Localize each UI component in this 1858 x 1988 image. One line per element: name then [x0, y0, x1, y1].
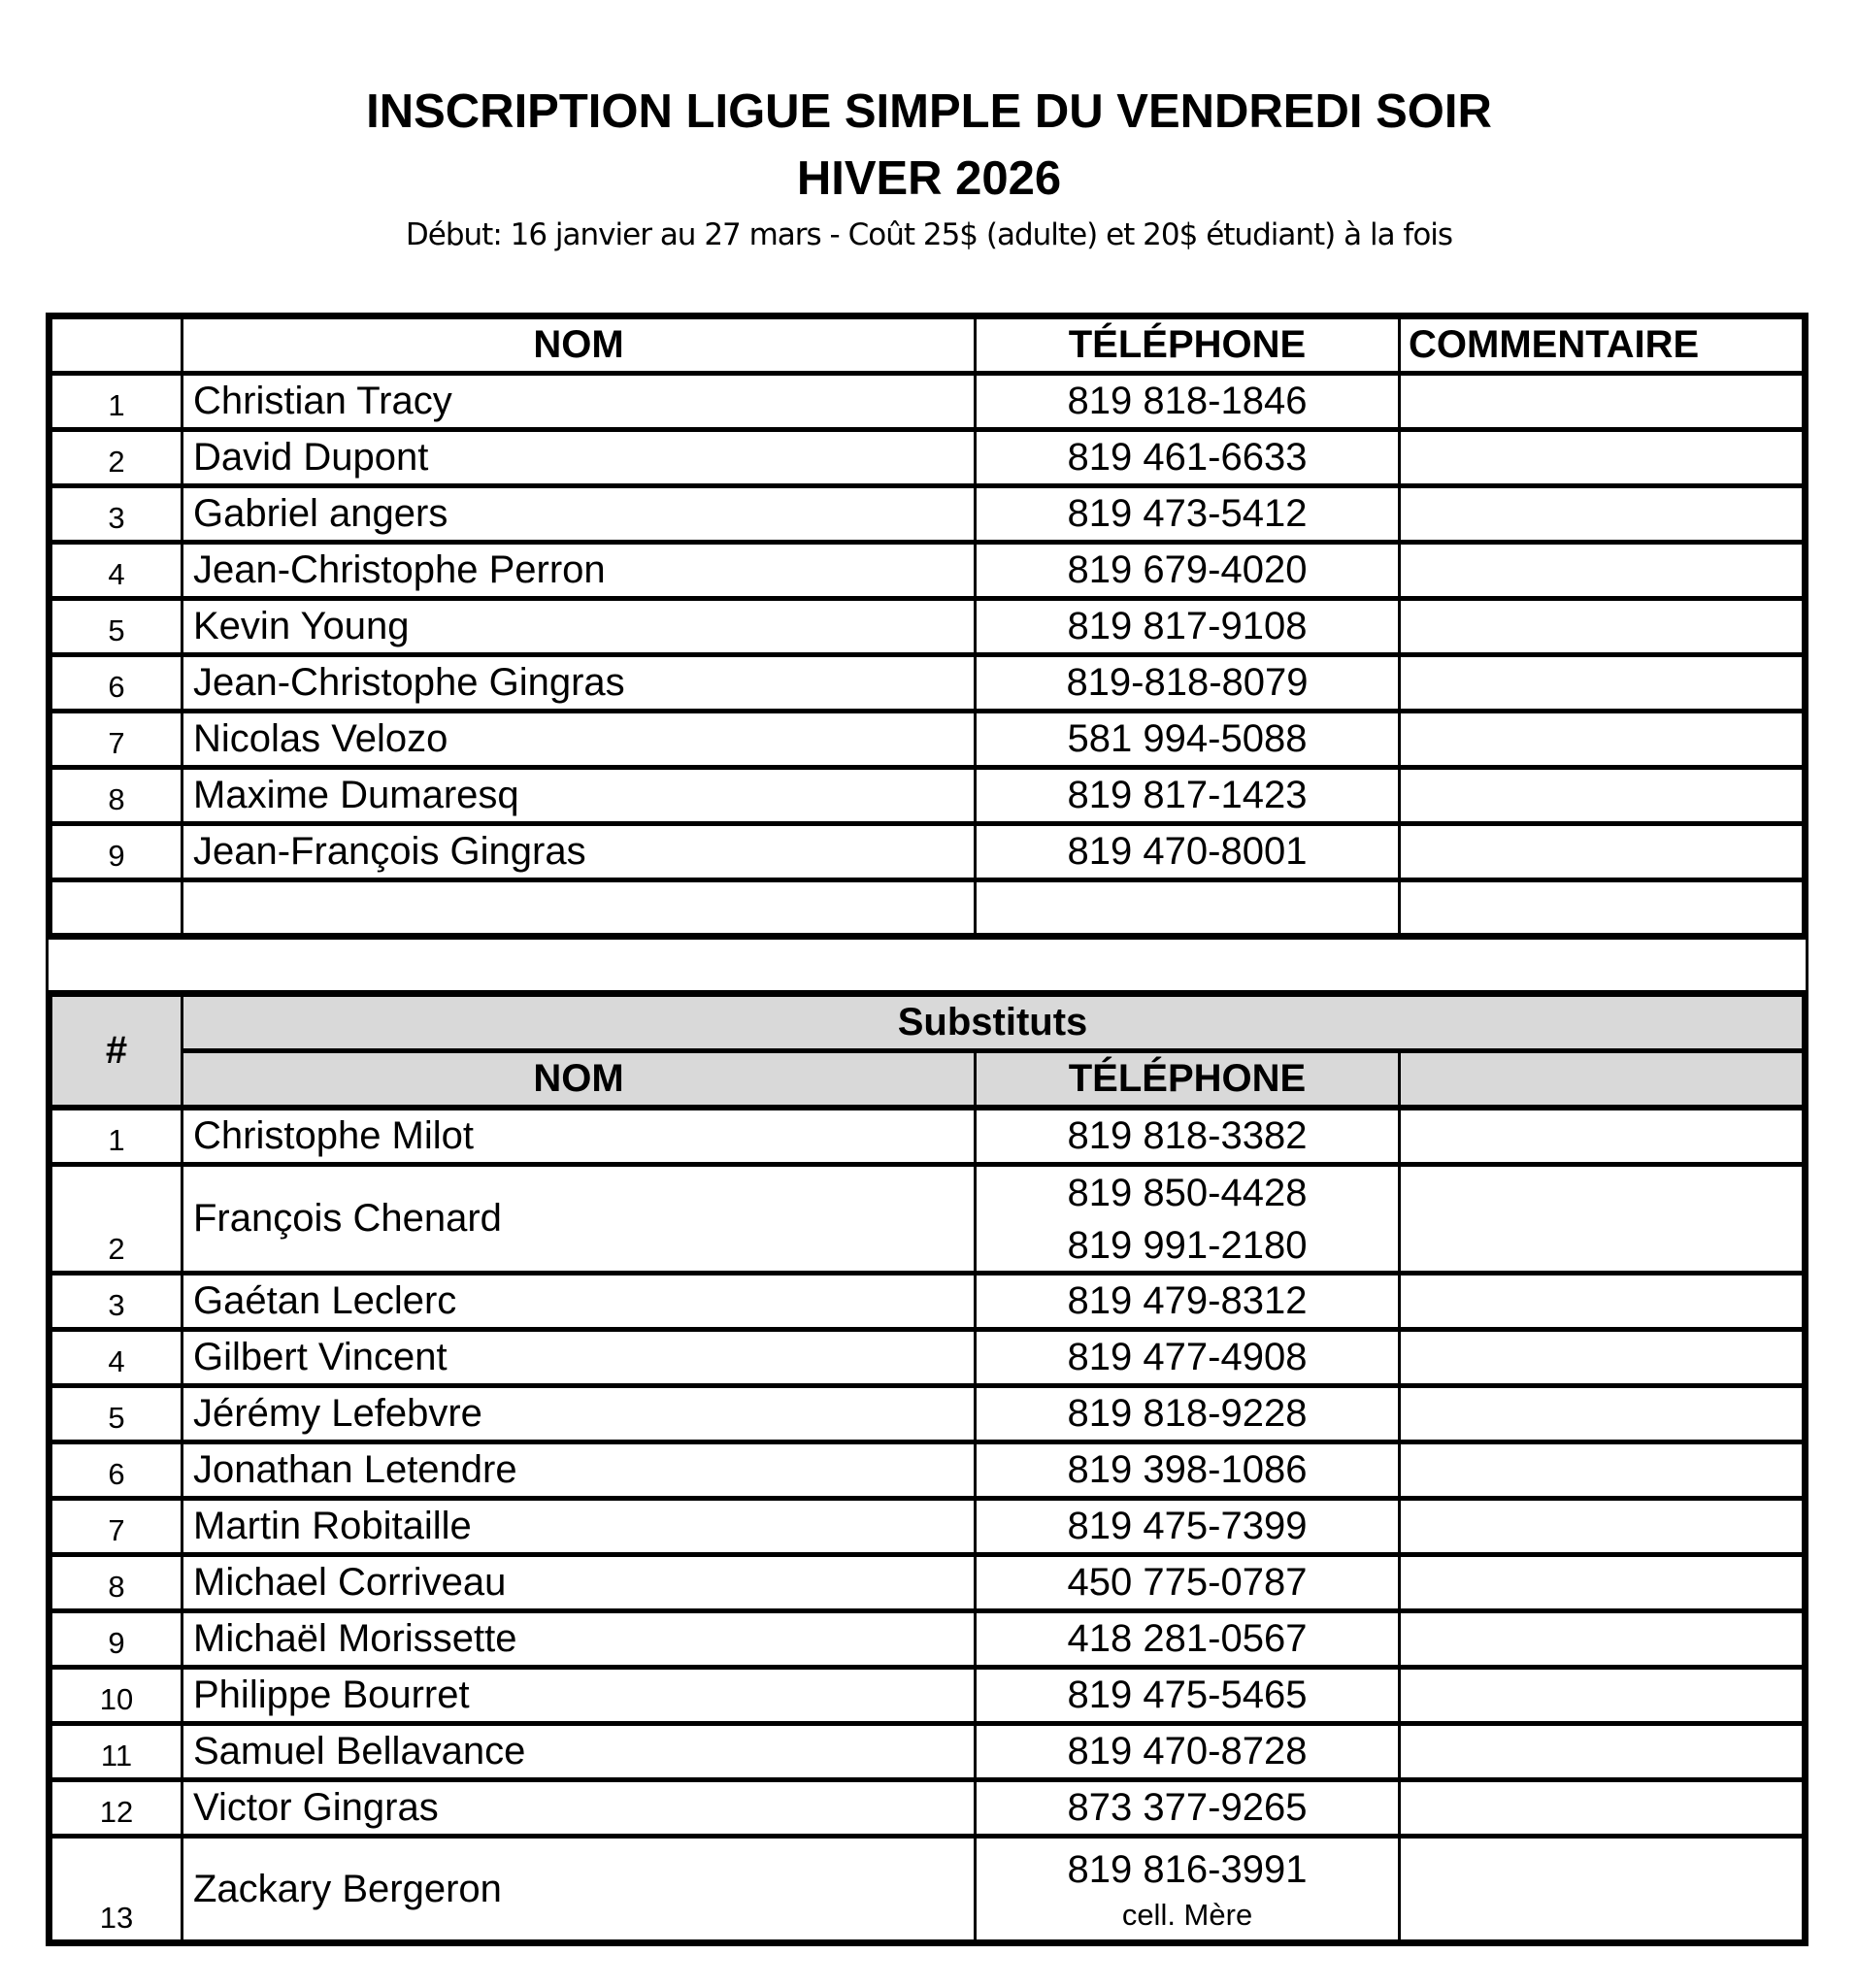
column-header-number [52, 319, 183, 371]
substitute-comment[interactable] [1401, 1110, 1802, 1162]
row-number: 7 [52, 1501, 183, 1552]
player-phone: 819 818-1846 [977, 376, 1401, 427]
row-number: 3 [52, 488, 183, 540]
substitute-phone: 819 818-9228 [977, 1388, 1401, 1440]
player-comment[interactable] [1401, 376, 1802, 427]
substitute-phone: 819 477-4908 [977, 1332, 1401, 1383]
substitute-comment[interactable] [1401, 1332, 1802, 1383]
table-row [52, 1276, 1802, 1332]
substitute-name: Philippe Bourret [183, 1670, 977, 1721]
substitute-phone: 819 398-1086 [977, 1444, 1401, 1496]
substitute-phone-group [977, 1167, 1401, 1271]
substitute-comment[interactable] [1401, 1613, 1802, 1665]
player-name: Jean-Christophe Gingras [183, 657, 977, 709]
substitute-phone-group [977, 1839, 1401, 1939]
player-name: Gabriel angers [183, 488, 977, 540]
player-name: Jean-Christophe Perron [183, 545, 977, 596]
player-name: Jean-François Gingras [183, 826, 977, 878]
player-name: Christian Tracy [183, 376, 977, 427]
row-number: 11 [52, 1726, 183, 1777]
table-row [52, 376, 1802, 432]
substitute-comment[interactable] [1401, 1782, 1802, 1834]
table-row [52, 657, 1802, 713]
table-row [52, 1670, 1802, 1726]
substitute-comment[interactable] [1401, 1167, 1802, 1271]
substitute-comment[interactable] [1401, 1839, 1802, 1939]
substitute-name: Martin Robitaille [183, 1501, 977, 1552]
substitute-phone-secondary: 819 991-2180 [1067, 1223, 1308, 1267]
column-header-phone: TÉLÉPHONE [977, 319, 1401, 371]
player-phone: 819 470-8001 [977, 826, 1401, 878]
substitute-phone: 819 470-8728 [977, 1726, 1401, 1777]
page-description: Début: 16 janvier au 27 mars - Coût 25$ (adulte) et 20$ étudiant) à la fois [405, 217, 1453, 252]
substitute-phone: 418 281-0567 [977, 1613, 1401, 1665]
table-row [52, 545, 1802, 601]
table-row [52, 1167, 1802, 1276]
row-number: 13 [52, 1839, 183, 1939]
row-number: 1 [52, 376, 183, 427]
table-row [52, 1332, 1802, 1388]
column-header-number: # [52, 997, 183, 1105]
player-name: Maxime Dumaresq [183, 770, 977, 821]
table-row-empty [52, 882, 1802, 933]
substitute-name: Samuel Bellavance [183, 1726, 977, 1777]
player-comment[interactable] [1401, 826, 1802, 878]
substitute-phone: 450 775-0787 [977, 1557, 1401, 1608]
table-row [52, 1388, 1802, 1444]
column-header-name: NOM [183, 319, 977, 371]
row-number: 4 [52, 1332, 183, 1383]
table-row [52, 1613, 1802, 1670]
column-header-name: NOM [183, 1053, 977, 1105]
substitutes-header [52, 997, 1802, 1110]
row-number: 10 [52, 1670, 183, 1721]
player-comment[interactable] [1401, 770, 1802, 821]
substitute-comment[interactable] [1401, 1557, 1802, 1608]
page-subtitle-season: HIVER 2026 [796, 152, 1062, 205]
table-row [52, 713, 1802, 770]
row-number: 2 [52, 1167, 183, 1271]
substitute-name: Gilbert Vincent [183, 1332, 977, 1383]
player-phone: 819 473-5412 [977, 488, 1401, 540]
substitute-name: Victor Gingras [183, 1782, 977, 1834]
table-row [52, 1839, 1802, 1939]
table-row [52, 1782, 1802, 1839]
substitute-name: Michaël Morissette [183, 1613, 977, 1665]
registration-header-row [52, 319, 1802, 376]
row-number: 9 [52, 1613, 183, 1665]
row-number: 6 [52, 657, 183, 709]
row-number: 8 [52, 770, 183, 821]
substitute-name: Jonathan Letendre [183, 1444, 977, 1496]
player-comment[interactable] [1401, 657, 1802, 709]
table-row [52, 601, 1802, 657]
substitute-name: Jérémy Lefebvre [183, 1388, 977, 1440]
substitutes-column-headers [52, 1053, 1802, 1105]
player-comment[interactable] [1401, 882, 1802, 933]
table-row [52, 1501, 1802, 1557]
substitute-comment[interactable] [1401, 1444, 1802, 1496]
row-number: 12 [52, 1782, 183, 1834]
column-header-comment: COMMENTAIRE [1409, 323, 1700, 366]
row-number: 6 [52, 1444, 183, 1496]
substitute-name: Zackary Bergeron [183, 1839, 977, 1939]
row-number: 7 [52, 713, 183, 765]
substitute-name: Michael Corriveau [183, 1557, 977, 1608]
substitute-name: François Chenard [183, 1167, 977, 1271]
substitute-phone: 873 377-9265 [977, 1782, 1401, 1834]
substitute-name: Christophe Milot [183, 1110, 977, 1162]
column-header-comment [1401, 1053, 1802, 1105]
substitute-phone: 819 475-5465 [977, 1670, 1401, 1721]
table-row [52, 1557, 1802, 1613]
registration-table [46, 313, 1808, 940]
page-title: INSCRIPTION LIGUE SIMPLE DU VENDREDI SOIR [366, 85, 1492, 138]
player-name[interactable] [183, 882, 977, 933]
substitute-phone: 819 818-3382 [977, 1110, 1401, 1162]
row-number: 5 [52, 601, 183, 652]
substitute-comment[interactable] [1401, 1276, 1802, 1327]
player-comment[interactable] [1401, 488, 1802, 540]
substitute-phone: 819 475-7399 [977, 1501, 1401, 1552]
row-number [52, 882, 183, 933]
substitutes-table [46, 990, 1808, 1946]
table-row [52, 432, 1802, 488]
substitute-phone: 819 479-8312 [977, 1276, 1401, 1327]
table-row [52, 488, 1802, 545]
table-row [52, 826, 1802, 882]
substitute-name: Gaétan Leclerc [183, 1276, 977, 1327]
player-phone: 819 817-1423 [977, 770, 1401, 821]
substitute-comment[interactable] [1401, 1501, 1802, 1552]
player-comment[interactable] [1401, 432, 1802, 483]
table-row [52, 1110, 1802, 1167]
player-phone: 581 994-5088 [977, 713, 1401, 765]
row-number: 3 [52, 1276, 183, 1327]
player-phone: 819 679-4020 [977, 545, 1401, 596]
substitute-comment[interactable] [1401, 1388, 1802, 1440]
player-phone[interactable] [977, 882, 1401, 933]
row-number: 1 [52, 1110, 183, 1162]
row-number: 2 [52, 432, 183, 483]
substitute-comment[interactable] [1401, 1726, 1802, 1777]
row-number: 9 [52, 826, 183, 878]
substitute-phone-note: cell. Mère [1121, 1898, 1253, 1932]
substitute-phone: 819 816-3991 [1067, 1848, 1308, 1891]
player-name: Nicolas Velozo [183, 713, 977, 765]
player-phone: 819 817-9108 [977, 601, 1401, 652]
substitute-comment[interactable] [1401, 1670, 1802, 1721]
player-comment[interactable] [1401, 713, 1802, 765]
player-name: David Dupont [183, 432, 977, 483]
column-header-phone: TÉLÉPHONE [977, 1053, 1401, 1105]
row-number: 4 [52, 545, 183, 596]
row-number: 5 [52, 1388, 183, 1440]
player-comment[interactable] [1401, 601, 1802, 652]
player-phone: 819-818-8079 [977, 657, 1401, 709]
player-name: Kevin Young [183, 601, 977, 652]
table-row [52, 770, 1802, 826]
table-row [52, 1444, 1802, 1501]
substitutes-section-title: Substituts [183, 997, 1802, 1053]
table-row [52, 1726, 1802, 1782]
player-phone: 819 461-6633 [977, 432, 1401, 483]
player-comment[interactable] [1401, 545, 1802, 596]
row-number: 8 [52, 1557, 183, 1608]
substitute-phone: 819 850-4428 [1067, 1171, 1308, 1214]
table-spacer-row [46, 938, 1808, 994]
